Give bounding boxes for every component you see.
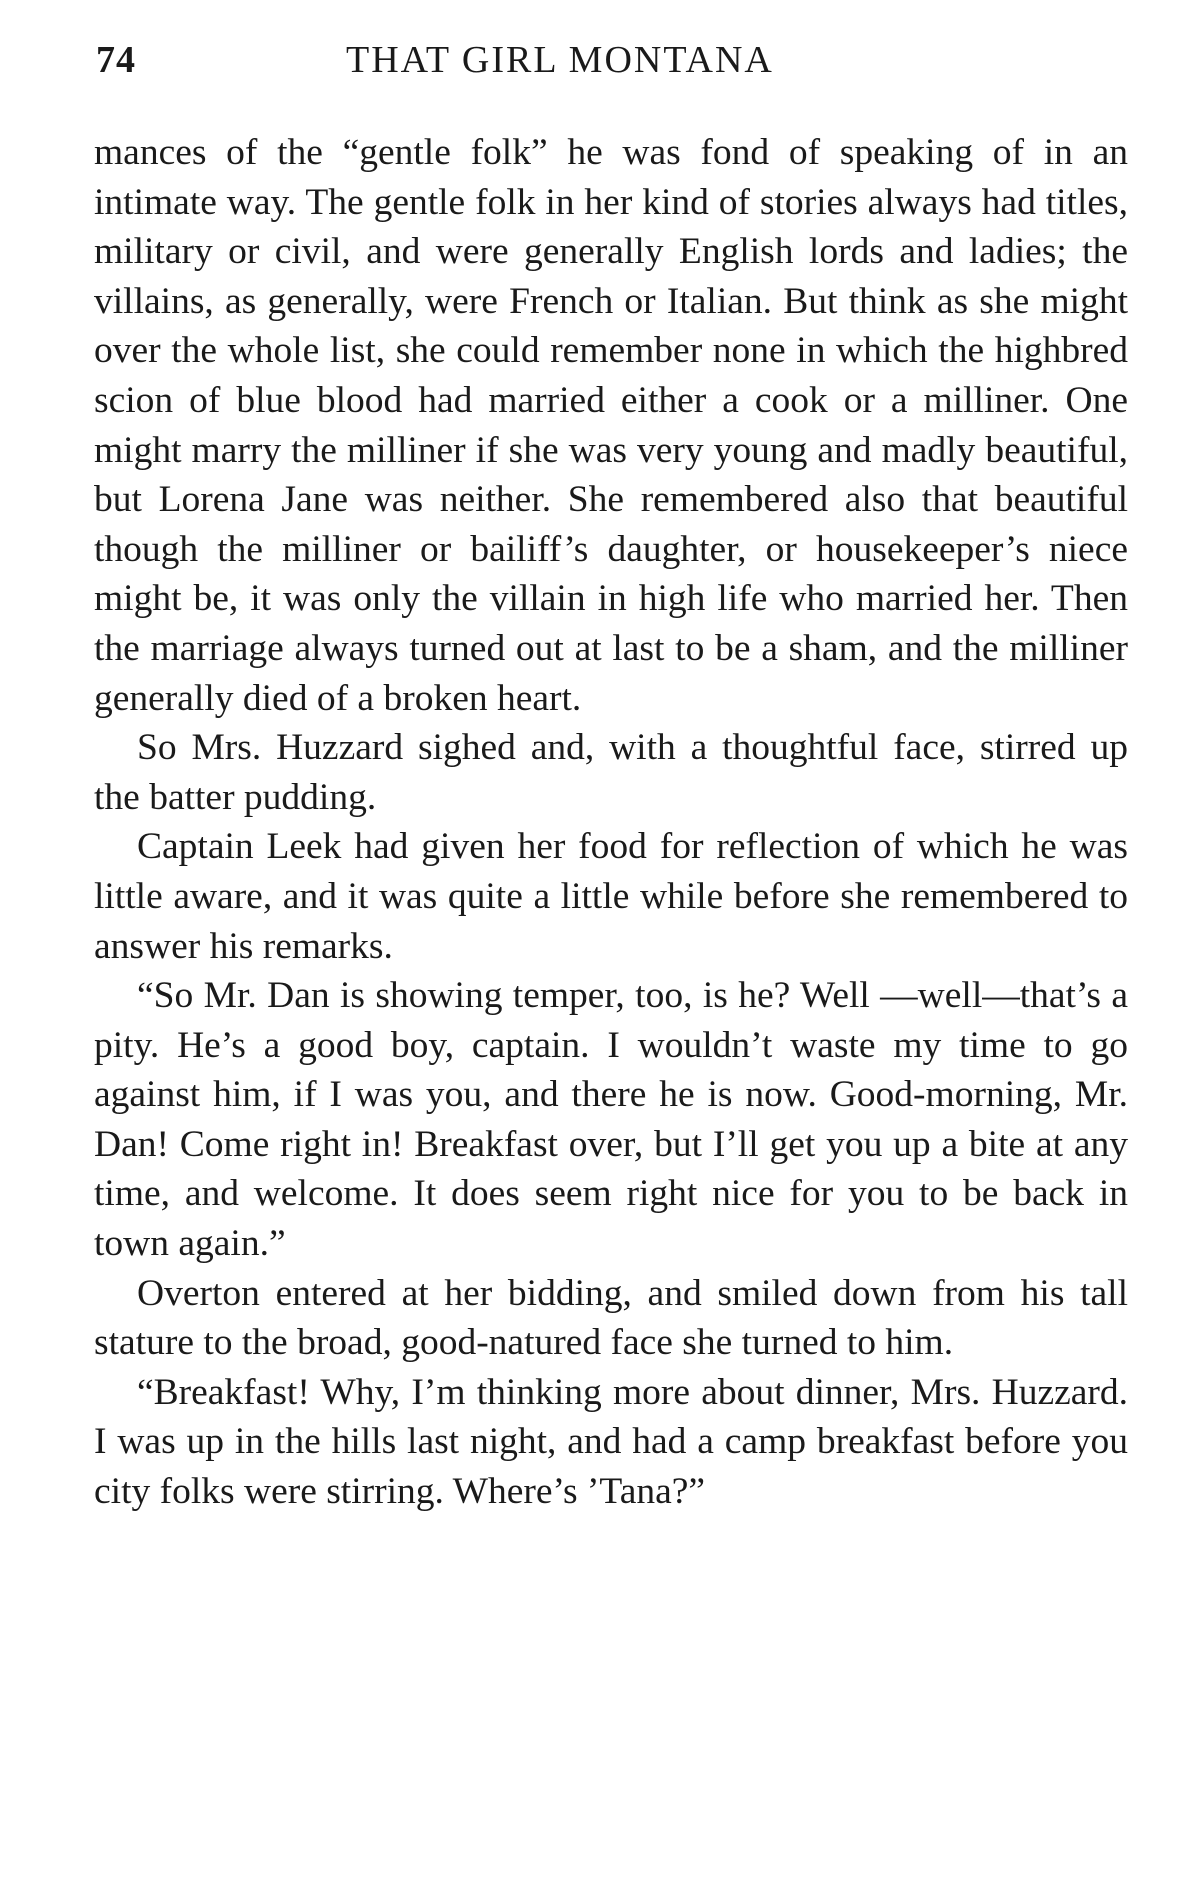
paragraph-3: Captain Leek had given her food for reflection of which he was little aware, and it was quite a little while before she remembered to answer his remarks.	[94, 826, 1128, 967]
paragraph-1: mances of the “gentle folk” he was fond of speaking of in an intimate way. The gentle folk in her kind of stories always had titles, military or civil, and were generally English lords and ladies; the villains, as generally, were French or Italian. But think as she might over the whole list, she could remember none in which the highbred scion of blue blood had married either a cook or a milliner. One might marry the milliner if she was very young and madly beautiful, but Lorena Jane was neither. She remembered also that beautiful though the milliner or bailiff’s daughter, or housekeeper’s niece might be, it was only the villain in high life who married her. Then the marriage always turned out at last to be a sham, and the milliner generally died of a broken heart.	[94, 132, 1128, 719]
running-title: THAT GIRL MONTANA	[346, 39, 774, 81]
paragraph-5: Overton entered at her bidding, and smiled down from his tall stature to the broad, good-natured face she turned to him.	[94, 1272, 1128, 1364]
paragraph-2: So Mrs. Huzzard sighed and, with a thoughtful face, stirred up the batter pudding.	[94, 727, 1128, 818]
body-text	[94, 128, 1128, 1517]
paragraph-6: “Breakfast! Why, I’m thinking more about dinner, Mrs. Huzzard. I was up in the hills last night, and had a camp breakfast before you city folks were stirring. Where’s ’Tana?”	[94, 1371, 1128, 1513]
running-head	[96, 38, 1128, 98]
paragraph-4: “So Mr. Dan is showing temper, too, is he? Well —well—that’s a pity. He’s a good boy, captain. I wouldn’t waste my time to go against him, if I was you, and there he is now. Good-morning, Mr. Dan! Come right in! Breakfast over, but I’ll get you up a bite at any time, and welcome. It does seem right nice for you to be back in town again.”	[94, 975, 1128, 1265]
page-number: 74	[96, 39, 136, 81]
